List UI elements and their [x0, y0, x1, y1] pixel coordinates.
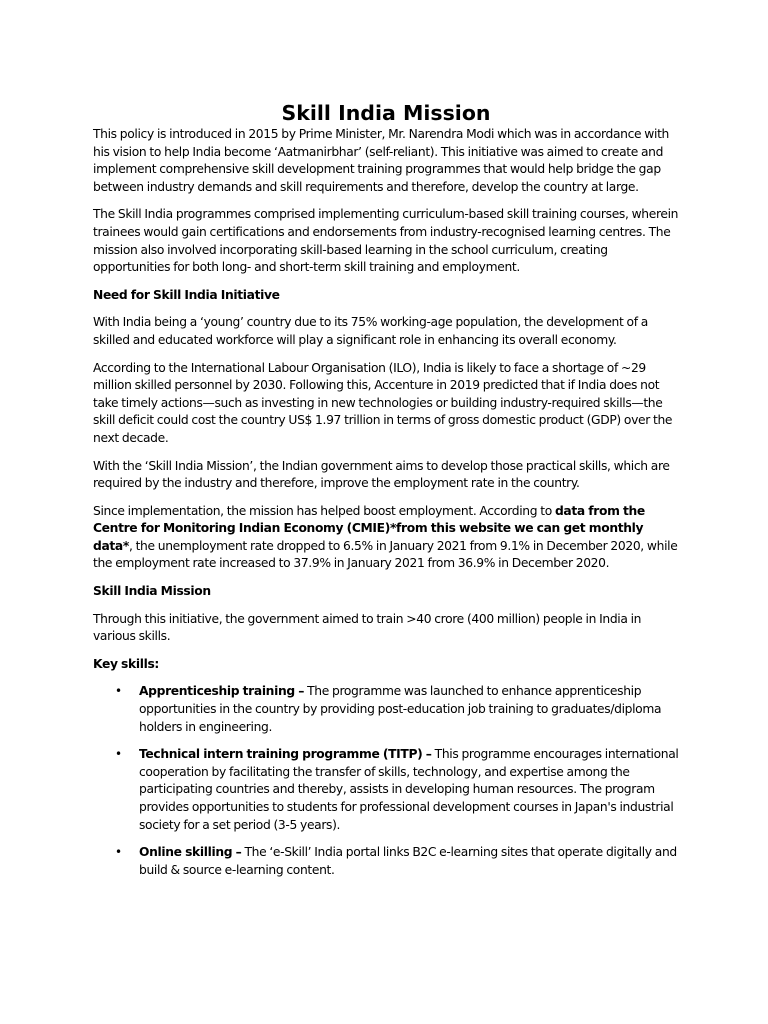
key-skill-name: Online skilling – — [139, 845, 242, 860]
key-skill-description: The ‘e-Skill’ India portal links B2C e-learning sites that operate digitally and build & source e-learning content. — [139, 845, 677, 877]
key-skills-list — [93, 683, 683, 879]
bullet-icon: • — [115, 747, 122, 762]
key-skill-description: This programme encourages international cooperation by facilitating the transfer of skills, technology, and expertise among the participating countries and thereby, assists in developing human resources. The program provides opportunities to students for professional development courses in Japan's industrial society for a set period (3-5 years). — [139, 747, 679, 832]
key-skill-description: The programme was launched to enhance apprenticeship opportunities in the country by providing post-education job training to graduates/diploma holders in engineering. — [139, 684, 662, 734]
need-heading: Need for Skill India Initiative — [93, 287, 280, 302]
programmes-paragraph: The Skill India programmes comprised implementing curriculum-based skill training courses, wherein trainees would gain certifications and endorsements from industry-recognised learning centres. The mission also involved incorporating skill-based learning in the school curriculum, creating opportunities for both long- and short-term skill training and employment. — [93, 207, 679, 275]
implementation-text-pre: Since implementation, the mission has helped boost employment. According to — [93, 503, 555, 518]
cmie-data-reference: data from the Centre for Monitoring Indian Economy (CMIE)*from this website we can get monthly data* — [93, 503, 645, 553]
document-body — [93, 100, 683, 889]
implementation-text-post: , the unemployment rate dropped to 6.5% in January 2021 from 9.1% in December 2020, while the employment rate increased to 37.9% in January 2021 from 36.9% in December 2020. — [93, 538, 678, 571]
bullet-icon: • — [115, 684, 122, 699]
key-skill-item — [93, 746, 683, 834]
mission-heading: Skill India Mission — [93, 584, 211, 599]
implementation-paragraph — [93, 503, 683, 573]
key-skill-name: Apprenticeship training – — [139, 684, 305, 699]
need-paragraph-2: According to the International Labour Organisation (ILO), India is likely to face a shortage of ~29 million skilled personnel by 2030. Following this, Accenture in 2019 predicted that if India does not take timely actions—such as investing in new technologies or building industry-required skills—the skill deficit could cost the country US$ 1.97 trillion in terms of gross domestic product (GDP) over the next decade. — [93, 360, 673, 445]
key-skill-item — [93, 683, 683, 736]
key-skills-heading: Key skills: — [93, 656, 159, 671]
document-title: Skill India Mission — [281, 101, 491, 125]
key-skill-name: Technical intern training programme (TITP) – — [139, 747, 432, 762]
need-paragraph-3: With the ‘Skill India Mission’, the Indian government aims to develop those practical skills, which are required by the industry and therefore, improve the employment rate in the country. — [93, 458, 670, 491]
mission-paragraph: Through this initiative, the government aimed to train >40 crore (400 million) people in India in various skills. — [93, 611, 642, 644]
bullet-icon: • — [115, 845, 122, 860]
need-paragraph-1: With India being a ‘young’ country due to its 75% working-age population, the development of a skilled and educated workforce will play a significant role in enhancing its overall economy. — [93, 315, 648, 347]
intro-paragraph: This policy is introduced in 2015 by Prime Minister, Mr. Narendra Modi which was in accordance with his vision to help India become ‘Aatmanirbhar’ (self-reliant). This initiative was aimed to create and implement comprehensive skill development training programmes that would help bridge the gap between industry demands and skill requirements and therefore, develop the country at large. — [93, 127, 669, 194]
key-skill-item — [93, 844, 683, 879]
